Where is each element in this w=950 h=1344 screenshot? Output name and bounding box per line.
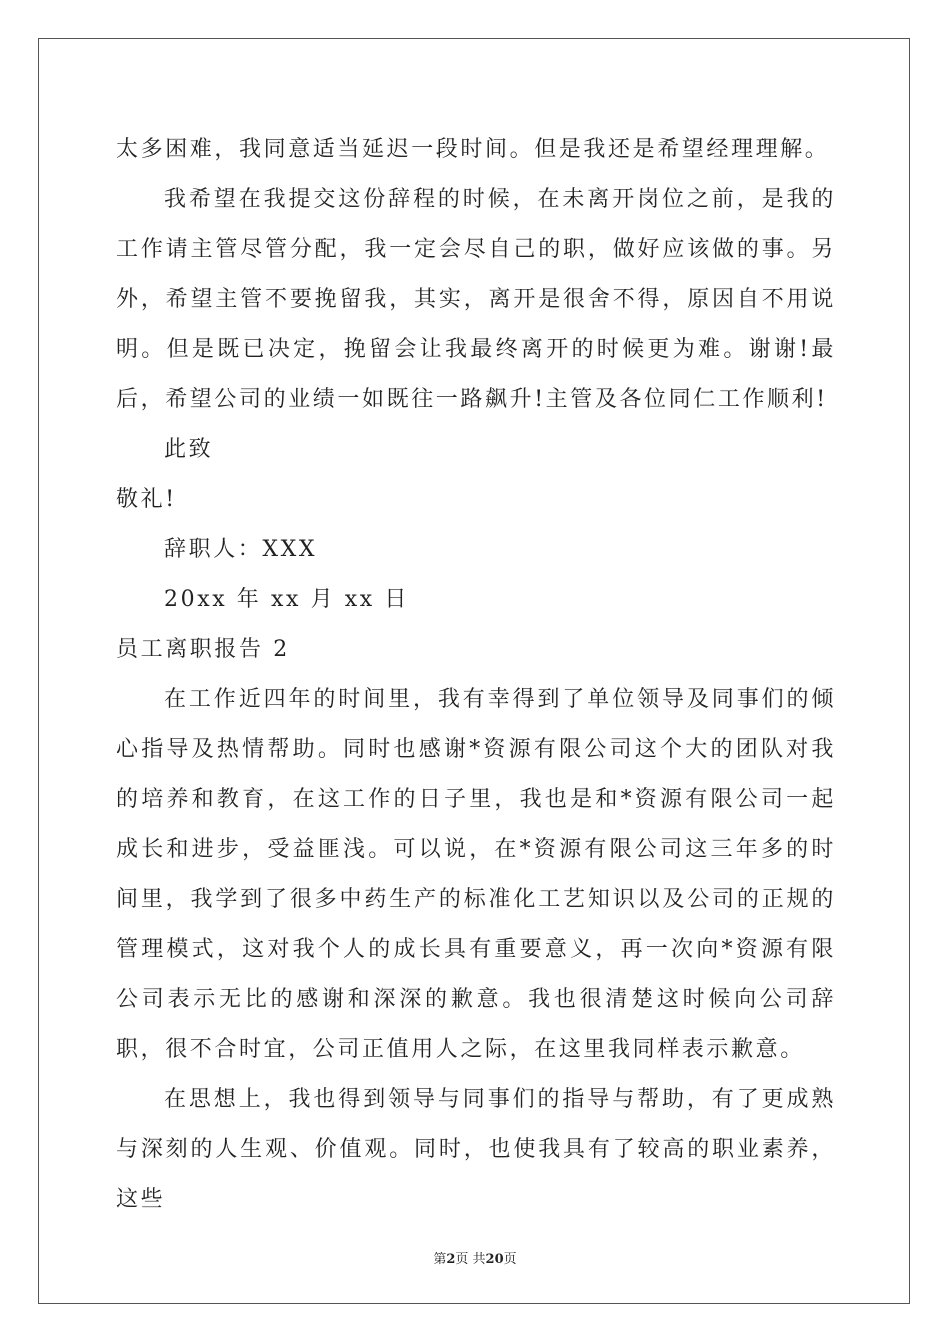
signature-line: 辞职人：XXX: [164, 537, 318, 562]
section-heading: 员工离职报告 2: [116, 637, 290, 662]
page-footer: [0, 1248, 950, 1267]
closing-salutation: 此致: [164, 437, 214, 462]
date-line: 20xx 年 xx 月 xx 日: [164, 587, 410, 612]
document-body: [116, 125, 836, 1225]
footer-prefix: 第: [433, 1252, 447, 1267]
footer-page-total: 20: [485, 1252, 504, 1267]
paragraph-resignation-request: 我希望在我提交这份辞程的时候，在未离开岗位之前，是我的工作请主管尽管分配，我一定会尽自己的职，做好应该做的事。另外，希望主管不要挽留我，其实，离开是很舍不得，原因自不用说明。但是既已决定，挽留会让我最终离开的时候更为难。谢谢!最后，希望公司的业绩一如既往一路飙升!主管及各位同仁工作顺利!: [116, 187, 836, 412]
footer-mid: 页 共: [455, 1252, 486, 1267]
paragraph-continuation: 太多困难，我同意适当延迟一段时间。但是我还是希望经理理解。: [116, 137, 830, 162]
paragraph-growth: 在思想上，我也得到领导与同事们的指导与帮助，有了更成熟与深刻的人生观、价值观。同时，也使我具有了较高的职业素养，这些: [116, 1087, 836, 1212]
footer-page-number: 2: [446, 1252, 456, 1267]
closing-regards: 敬礼!: [116, 487, 177, 512]
paragraph-gratitude: 在工作近四年的时间里，我有幸得到了单位领导及同事们的倾心指导及热情帮助。同时也感谢*资源有限公司这个大的团队对我的培养和教育，在这工作的日子里，我也是和*资源有限公司一起成长和进步，受益匪浅。可以说，在*资源有限公司这三年多的时间里，我学到了很多中药生产的标准化工艺知识以及公司的正规的管理模式，这对我个人的成长具有重要意义，再一次向*资源有限公司表示无比的感谢和深深的歉意。我也很清楚这时候向公司辞职，很不合时宜，公司正值用人之际，在这里我同样表示歉意。: [116, 687, 836, 1062]
footer-suffix: 页: [503, 1252, 517, 1267]
